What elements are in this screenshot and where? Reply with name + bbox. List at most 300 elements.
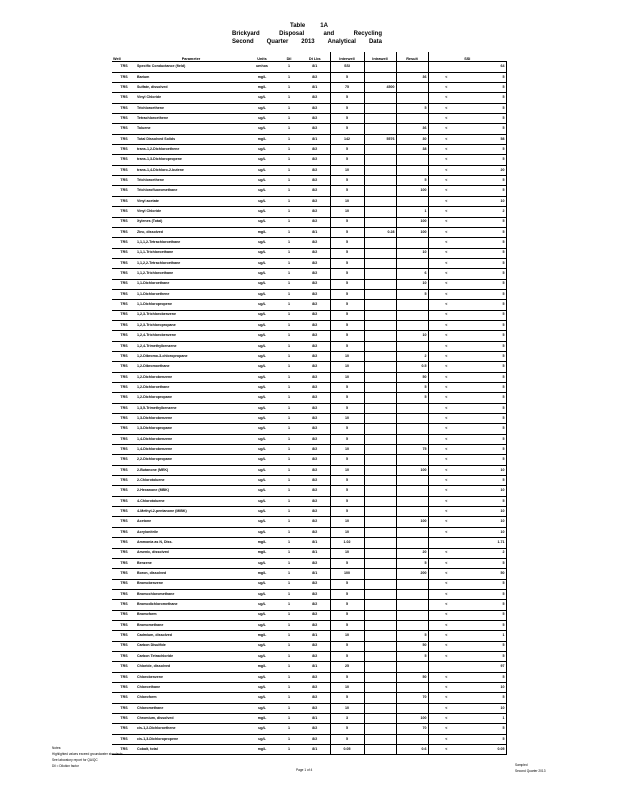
table-cell: 10: [330, 372, 364, 382]
table-cell: [364, 372, 396, 382]
table-cell: [396, 620, 428, 630]
table-cell: 1: [278, 165, 300, 175]
analytical-data-table: [112, 52, 507, 755]
table-row: [112, 527, 506, 537]
table-cell: 8/2: [300, 527, 330, 537]
table-cell: 97: [464, 662, 506, 672]
table-cell: 8/2: [300, 465, 330, 475]
table-cell: 5: [330, 672, 364, 682]
table-cell: [396, 662, 428, 672]
table-cell: 8/2: [300, 383, 330, 393]
table-cell: 8/2: [300, 248, 330, 258]
table-cell: 5: [464, 496, 506, 506]
table-title: [232, 22, 382, 46]
table-cell: [364, 486, 396, 496]
table-row: [112, 320, 506, 330]
table-cell: 1: [278, 300, 300, 310]
table-cell: 1: [278, 445, 300, 455]
table-cell: 8/2: [300, 703, 330, 713]
table-cell: 1: [278, 486, 300, 496]
table-cell: [364, 248, 396, 258]
table-cell: 0.6: [396, 745, 428, 755]
table-row: [112, 300, 506, 310]
table-cell: ug/L: [246, 693, 278, 703]
table-cell: TRS: [112, 227, 136, 237]
table-cell: ug/L: [246, 93, 278, 103]
table-cell: 1,4-Dichlorobenzene: [136, 445, 246, 455]
table-cell: 5: [330, 72, 364, 82]
table-cell: 1,2,3-Trichlorobenzene: [136, 310, 246, 320]
table-cell: 5: [464, 558, 506, 568]
table-cell: 1,1,1-Trichloroethane: [136, 248, 246, 258]
table-cell: 8/2: [300, 641, 330, 651]
table-cell: [364, 610, 396, 620]
table-cell: 5: [464, 145, 506, 155]
table-cell: <: [428, 93, 464, 103]
table-cell: [364, 165, 396, 175]
table-cell: 1: [278, 558, 300, 568]
table-cell: Acetone: [136, 517, 246, 527]
table-cell: 142: [330, 134, 364, 144]
table-cell: ug/L: [246, 124, 278, 134]
table-cell: TRS: [112, 600, 136, 610]
table-cell: [396, 320, 428, 330]
table-cell: 8/2: [300, 486, 330, 496]
table-cell: 5: [330, 610, 364, 620]
table-cell: Chloromethane: [136, 703, 246, 713]
table-cell: [364, 393, 396, 403]
table-cell: Bromochloromethane: [136, 589, 246, 599]
table-cell: 75: [396, 445, 428, 455]
table-cell: ug/L: [246, 641, 278, 651]
table-cell: [364, 724, 396, 734]
table-cell: 1,2,4-Trimethylbenzene: [136, 341, 246, 351]
table-cell: 10: [330, 196, 364, 206]
table-cell: 5: [396, 289, 428, 299]
table-cell: 1,3-Dichlorobenzene: [136, 414, 246, 424]
table-cell: [396, 424, 428, 434]
table-cell: <: [428, 414, 464, 424]
table-cell: ug/L: [246, 724, 278, 734]
table-cell: 10: [464, 527, 506, 537]
table-cell: [364, 279, 396, 289]
table-cell: 1: [278, 351, 300, 361]
table-cell: 1: [278, 83, 300, 93]
table-row: [112, 155, 506, 165]
table-cell: mg/L: [246, 569, 278, 579]
table-cell: 100: [396, 227, 428, 237]
table-cell: 25: [330, 662, 364, 672]
table-cell: 1: [278, 248, 300, 258]
table-cell: 8/2: [300, 114, 330, 124]
table-cell: TRS: [112, 134, 136, 144]
table-cell: Chloride, dissolved: [136, 662, 246, 672]
table-cell: 5: [464, 83, 506, 93]
table-cell: cis-1,2-Dichloroethene: [136, 724, 246, 734]
table-cell: 10: [330, 682, 364, 692]
table-cell: [396, 83, 428, 93]
table-cell: 1: [278, 703, 300, 713]
table-cell: 1: [278, 217, 300, 227]
table-cell: ug/L: [246, 310, 278, 320]
table-row: [112, 445, 506, 455]
table-cell: <: [428, 155, 464, 165]
table-cell: <: [428, 589, 464, 599]
table-cell: ug/L: [246, 558, 278, 568]
table-cell: 5: [464, 579, 506, 589]
table-cell: 8/2: [300, 445, 330, 455]
table-cell: 8/1: [300, 662, 330, 672]
table-cell: 1: [278, 269, 300, 279]
table-cell: 10: [330, 631, 364, 641]
table-row: [112, 176, 506, 186]
table-row: [112, 238, 506, 248]
table-cell: <: [428, 631, 464, 641]
table-row: [112, 186, 506, 196]
table-cell: [396, 496, 428, 506]
table-cell: [364, 62, 396, 72]
table-cell: 5: [330, 579, 364, 589]
table-cell: mg/L: [246, 134, 278, 144]
table-cell: TRS: [112, 620, 136, 630]
table-cell: <: [428, 372, 464, 382]
table-cell: 1: [278, 734, 300, 744]
table-cell: ug/L: [246, 620, 278, 630]
table-cell: 8/2: [300, 258, 330, 268]
table-cell: 8/2: [300, 124, 330, 134]
table-cell: mg/L: [246, 662, 278, 672]
table-cell: 1: [278, 496, 300, 506]
table-cell: 8/2: [300, 351, 330, 361]
table-cell: 10: [330, 465, 364, 475]
table-cell: 36: [396, 124, 428, 134]
table-row: [112, 476, 506, 486]
table-row: [112, 703, 506, 713]
table-cell: [364, 538, 396, 548]
table-cell: 2-Chlorotoluene: [136, 476, 246, 486]
table-cell: ug/L: [246, 434, 278, 444]
table-row: [112, 693, 506, 703]
table-cell: 70: [396, 724, 428, 734]
table-cell: 1: [278, 641, 300, 651]
table-cell: 5: [464, 217, 506, 227]
table-cell: [364, 434, 396, 444]
table-cell: 5: [464, 383, 506, 393]
table-cell: <: [428, 196, 464, 206]
table-cell: 5: [464, 258, 506, 268]
table-body: [112, 62, 506, 755]
table-cell: TRS: [112, 279, 136, 289]
table-cell: TRS: [112, 703, 136, 713]
table-cell: Carbon Disulfide: [136, 641, 246, 651]
table-cell: [428, 538, 464, 548]
table-cell: 1,1-Dichloroethene: [136, 289, 246, 299]
table-cell: 1: [464, 631, 506, 641]
table-cell: Vinyl Chloride: [136, 93, 246, 103]
table-cell: ug/L: [246, 414, 278, 424]
table-cell: 58: [464, 134, 506, 144]
table-cell: 5: [330, 186, 364, 196]
table-cell: ug/L: [246, 145, 278, 155]
table-cell: 5: [330, 693, 364, 703]
table-cell: TRS: [112, 465, 136, 475]
table-cell: <: [428, 610, 464, 620]
table-cell: Trichloroethene: [136, 176, 246, 186]
table-cell: 30: [396, 134, 428, 144]
table-cell: 5: [464, 331, 506, 341]
table-cell: 8/2: [300, 176, 330, 186]
table-row: [112, 455, 506, 465]
table-cell: 1,2-Dibromo-3-chloropropane: [136, 351, 246, 361]
table-cell: 10: [330, 351, 364, 361]
table-cell: 100: [396, 217, 428, 227]
table-cell: [396, 238, 428, 248]
table-cell: TRS: [112, 548, 136, 558]
table-cell: 8/1: [300, 714, 330, 724]
table-cell: TRS: [112, 414, 136, 424]
table-cell: ug/L: [246, 496, 278, 506]
table-cell: <: [428, 103, 464, 113]
table-cell: ug/L: [246, 507, 278, 517]
table-cell: 1: [278, 372, 300, 382]
table-row: [112, 83, 506, 93]
table-cell: [396, 538, 428, 548]
table-cell: 0.05: [330, 745, 364, 755]
table-cell: ug/L: [246, 393, 278, 403]
table-cell: Specific Conductance (field): [136, 62, 246, 72]
table-cell: 10: [464, 486, 506, 496]
table-cell: ug/L: [246, 610, 278, 620]
table-cell: TRS: [112, 310, 136, 320]
table-cell: TRS: [112, 186, 136, 196]
table-row: [112, 465, 506, 475]
table-cell: 50: [396, 641, 428, 651]
table-cell: TRS: [112, 651, 136, 661]
table-row: [112, 558, 506, 568]
table-cell: TRS: [112, 527, 136, 537]
table-cell: [364, 289, 396, 299]
table-cell: 2-Hexanone (MBK): [136, 486, 246, 496]
table-cell: Cadmium, dissolved: [136, 631, 246, 641]
table-cell: 1: [278, 569, 300, 579]
table-cell: 5: [396, 651, 428, 661]
table-cell: Chloroform: [136, 693, 246, 703]
table-cell: <: [428, 734, 464, 744]
table-cell: 5: [330, 383, 364, 393]
table-row: [112, 207, 506, 217]
table-cell: 1,1,1,2-Tetrachloroethane: [136, 238, 246, 248]
table-row: [112, 610, 506, 620]
table-cell: ug/L: [246, 269, 278, 279]
table-cell: 8/2: [300, 693, 330, 703]
table-cell: 0.05: [464, 745, 506, 755]
table-row: [112, 424, 506, 434]
table-cell: 5: [330, 476, 364, 486]
table-row: [112, 62, 506, 72]
table-cell: [364, 258, 396, 268]
table-cell: TRS: [112, 300, 136, 310]
table-cell: 1: [278, 176, 300, 186]
table-cell: 8/2: [300, 589, 330, 599]
table-row: [112, 114, 506, 124]
table-cell: [364, 351, 396, 361]
table-cell: [396, 258, 428, 268]
footnotes: Notes: Highlighted values exceed groundwater standards See laboratory report for QA/QC Dil = Dilution factor: [52, 746, 123, 768]
table-cell: [364, 155, 396, 165]
table-cell: TRS: [112, 114, 136, 124]
table-cell: <: [428, 465, 464, 475]
table-cell: 5: [464, 651, 506, 661]
table-cell: 1: [278, 341, 300, 351]
table-cell: Sulfate, dissolved: [136, 83, 246, 93]
table-row: [112, 734, 506, 744]
table-cell: 5: [330, 641, 364, 651]
table-cell: [364, 548, 396, 558]
table-cell: 8/2: [300, 207, 330, 217]
table-cell: <: [428, 527, 464, 537]
table-cell: Xylenes (Total): [136, 217, 246, 227]
table-cell: 5: [464, 693, 506, 703]
table-cell: 1: [278, 196, 300, 206]
table-cell: TRS: [112, 682, 136, 692]
table-cell: [364, 714, 396, 724]
table-cell: [396, 527, 428, 537]
table-cell: 1: [396, 207, 428, 217]
table-cell: <: [428, 72, 464, 82]
table-cell: 8/2: [300, 424, 330, 434]
table-cell: 6: [396, 269, 428, 279]
table-cell: ug/L: [246, 155, 278, 165]
table-row: [112, 486, 506, 496]
table-cell: <: [428, 258, 464, 268]
table-row: [112, 331, 506, 341]
table-cell: TRS: [112, 641, 136, 651]
table-cell: 5: [330, 620, 364, 630]
table-cell: 10: [396, 331, 428, 341]
table-cell: ug/L: [246, 383, 278, 393]
table-cell: 5576: [364, 134, 396, 144]
table-cell: 4-Methyl-2-pentanone (MIBK): [136, 507, 246, 517]
table-cell: 1: [278, 124, 300, 134]
table-cell: 8/2: [300, 331, 330, 341]
table-cell: [364, 196, 396, 206]
table-cell: [396, 165, 428, 175]
table-cell: 8/2: [300, 507, 330, 517]
table-cell: TRS: [112, 476, 136, 486]
table-row: [112, 258, 506, 268]
table-cell: 8/2: [300, 310, 330, 320]
table-cell: SSI: [330, 62, 364, 72]
table-cell: 5: [464, 279, 506, 289]
table-cell: Carbon Tetrachloride: [136, 651, 246, 661]
table-cell: 1,2-Dibromoethane: [136, 362, 246, 372]
table-cell: [396, 507, 428, 517]
table-cell: trans-1,4-Dichloro-2-butene: [136, 165, 246, 175]
table-cell: [396, 155, 428, 165]
table-row: [112, 248, 506, 258]
table-cell: [428, 662, 464, 672]
table-cell: TRS: [112, 176, 136, 186]
table-cell: 8/2: [300, 610, 330, 620]
table-row: [112, 714, 506, 724]
table-cell: ug/L: [246, 362, 278, 372]
title-line-2: Brickyard Disposal and Recycling: [232, 31, 382, 37]
table-cell: <: [428, 176, 464, 186]
table-cell: TRS: [112, 579, 136, 589]
table-cell: 8/2: [300, 620, 330, 630]
table-cell: <: [428, 310, 464, 320]
table-cell: 5: [330, 227, 364, 237]
table-cell: 1: [278, 103, 300, 113]
table-cell: 1: [278, 320, 300, 330]
table-cell: 1: [278, 279, 300, 289]
table-cell: [364, 403, 396, 413]
table-cell: TRS: [112, 434, 136, 444]
table-cell: ug/L: [246, 217, 278, 227]
table-cell: [396, 93, 428, 103]
table-cell: 1,1,2,2-Tetrachloroethane: [136, 258, 246, 268]
table-cell: [364, 269, 396, 279]
table-cell: 1: [278, 465, 300, 475]
table-cell: 5: [330, 496, 364, 506]
table-cell: 1: [278, 600, 300, 610]
table-cell: TRS: [112, 538, 136, 548]
table-cell: ug/L: [246, 517, 278, 527]
table-cell: 8/2: [300, 362, 330, 372]
table-cell: [364, 682, 396, 692]
table-cell: [364, 558, 396, 568]
table-cell: 8/1: [300, 227, 330, 237]
table-cell: ug/L: [246, 734, 278, 744]
page-number: Page 1 of 4: [296, 768, 313, 772]
col-intrawell: Intrawell: [364, 52, 396, 62]
table-row: [112, 538, 506, 548]
table-cell: 10: [330, 362, 364, 372]
table-cell: 1: [278, 631, 300, 641]
table-cell: 1: [278, 693, 300, 703]
table-cell: 8/2: [300, 434, 330, 444]
table-row: [112, 548, 506, 558]
table-cell: <: [428, 227, 464, 237]
table-cell: 5: [464, 372, 506, 382]
table-cell: [364, 703, 396, 713]
table-cell: [364, 579, 396, 589]
table-cell: 1: [278, 238, 300, 248]
table-cell: ug/L: [246, 372, 278, 382]
table-cell: TRS: [112, 486, 136, 496]
table-cell: [364, 620, 396, 630]
table-cell: 10: [396, 248, 428, 258]
table-row: [112, 310, 506, 320]
table-cell: 1,1-Dichloroethane: [136, 279, 246, 289]
table-cell: <: [428, 486, 464, 496]
table-cell: [364, 362, 396, 372]
table-cell: 1: [278, 672, 300, 682]
table-cell: 5: [396, 176, 428, 186]
table-cell: [364, 424, 396, 434]
table-cell: TRS: [112, 351, 136, 361]
table-cell: [364, 124, 396, 134]
table-cell: Cobalt, total: [136, 745, 246, 755]
table-cell: 1,2-Dichloropropane: [136, 393, 246, 403]
table-cell: [396, 403, 428, 413]
table-cell: 8/2: [300, 289, 330, 299]
table-cell: TRS: [112, 320, 136, 330]
table-cell: TRS: [112, 569, 136, 579]
table-cell: 1: [278, 538, 300, 548]
table-cell: [364, 310, 396, 320]
table-cell: Boron, dissolved: [136, 569, 246, 579]
